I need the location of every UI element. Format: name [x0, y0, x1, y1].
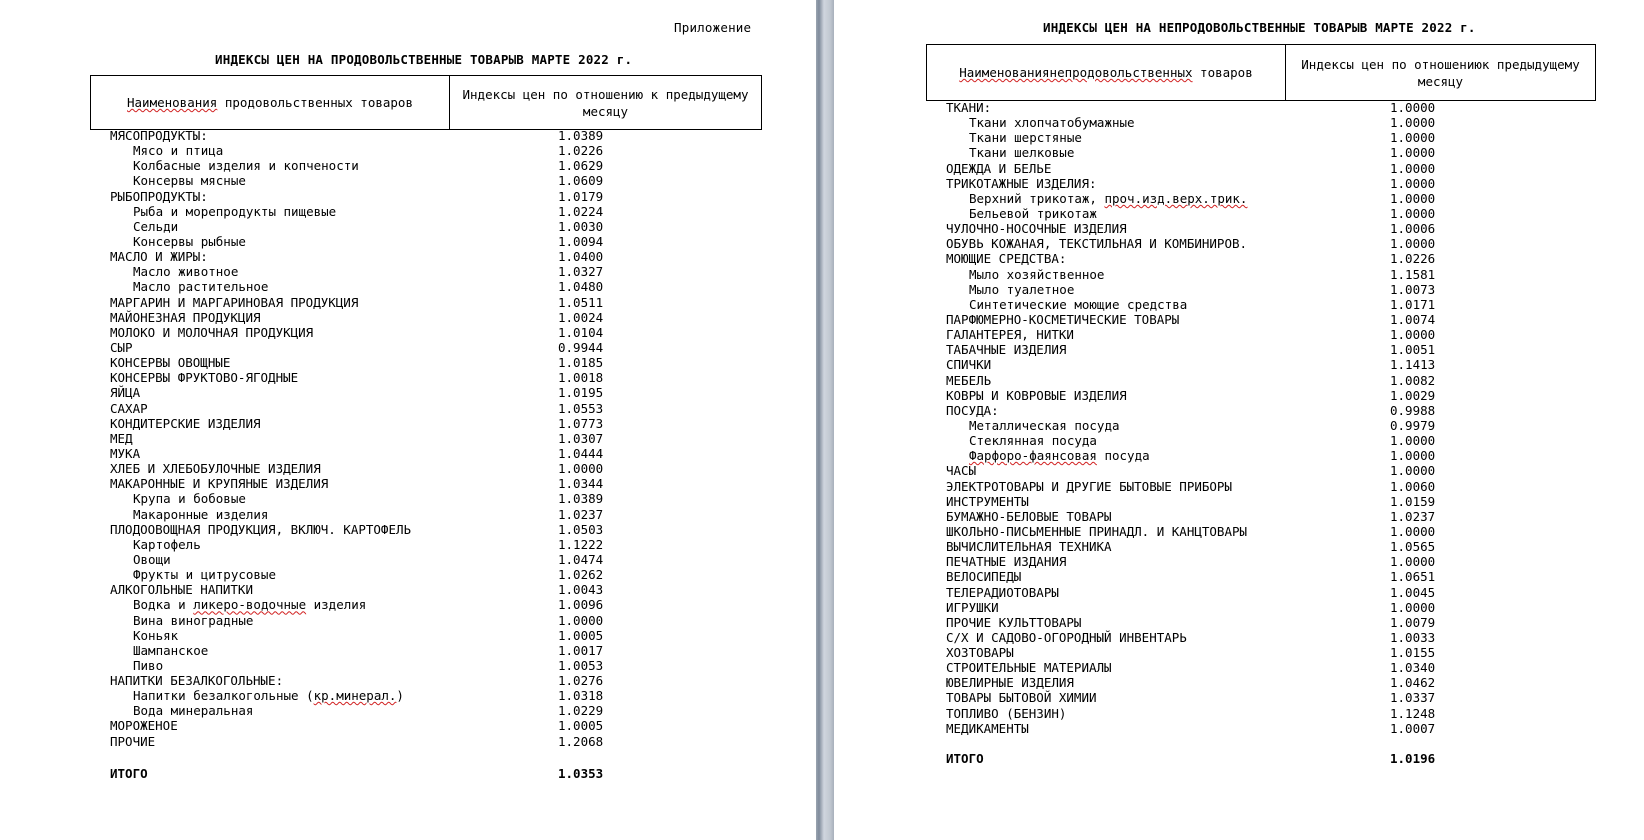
spellcheck-marked-word: кр.минерал. — [313, 688, 397, 704]
row-name: Стеклянная посуда — [969, 433, 1097, 449]
row-name: ТОВАРЫ БЫТОВОЙ ХИМИИ — [946, 690, 1097, 706]
row-value: 1.0195 — [558, 385, 604, 401]
row-name: ТАБАЧНЫЕ ИЗДЕЛИЯ — [946, 342, 1067, 358]
row-value: 1.0000 — [1390, 160, 1436, 176]
row-name: ПЛОДООВОЩНАЯ ПРОДУКЦИЯ, ВКЛЮЧ. КАРТОФЕЛЬ — [110, 521, 412, 537]
row-value: 0.9988 — [1390, 402, 1436, 418]
total-value: 1.0196 — [1390, 751, 1436, 766]
row-name: Консервы мясные — [133, 173, 246, 189]
row-name: АЛКОГОЛЬНЫЕ НАПИТКИ — [110, 582, 253, 598]
row-value: 1.0094 — [558, 233, 604, 249]
row-name: МАКАРОННЫЕ И КРУПЯНЫЕ ИЗДЕЛИЯ — [110, 476, 329, 492]
row-name: ИГРУШКИ — [946, 599, 999, 615]
header-product-name — [927, 45, 1286, 100]
row-name: Картофель — [133, 536, 201, 552]
row-value: 1.0262 — [558, 567, 604, 583]
row-value: 1.0000 — [1390, 130, 1436, 146]
table-header — [926, 44, 1596, 101]
row-name: РЫБОПРОДУКТЫ: — [110, 188, 208, 204]
row-value: 1.0073 — [1390, 281, 1436, 297]
row-value: 1.0000 — [1390, 448, 1436, 464]
header-rest: товаров — [1192, 65, 1253, 80]
row-value: 1.0229 — [558, 703, 604, 719]
row-name: ИНСТРУМЕНТЫ — [946, 493, 1029, 509]
row-value: 1.0000 — [1390, 115, 1436, 131]
appendix-label: Приложение — [674, 20, 752, 35]
spellcheck-marked-word: проч.изд.верх.трик. — [1104, 190, 1248, 206]
row-value: 1.0000 — [1390, 236, 1436, 252]
nonfood-price-index-title: ИНДЕКСЫ ЦЕН НА НЕПРОДОВОЛЬСТВЕННЫЕ ТОВАРЫВ МАРТЕ 2022 г. — [1043, 20, 1476, 35]
row-name: Напитки безалкогольные (кр.минерал.) — [133, 688, 404, 704]
row-value: 1.0237 — [558, 506, 604, 522]
row-name: Крупа и бобовые — [133, 491, 246, 507]
row-name: МУКА — [110, 445, 141, 461]
row-value: 1.0480 — [558, 279, 604, 295]
row-name: Сельди — [133, 218, 179, 234]
row-value: 1.0444 — [558, 445, 604, 461]
row-value: 1.0000 — [1390, 145, 1436, 161]
row-name: МЕДИКАМЕНТЫ — [946, 720, 1029, 736]
row-name: МАСЛО И ЖИРЫ: — [110, 249, 208, 265]
row-name: Овощи — [133, 551, 171, 567]
row-value: 1.0179 — [558, 188, 604, 204]
row-value: 1.0074 — [1390, 311, 1436, 327]
row-value: 1.0159 — [1390, 493, 1436, 509]
row-value: 1.0005 — [558, 627, 604, 643]
row-value: 1.0389 — [558, 128, 604, 143]
row-name: КОНСЕРВЫ ОВОЩНЫЕ — [110, 355, 231, 371]
row-name: МЕБЕЛЬ — [946, 372, 992, 388]
row-value: 1.0000 — [1390, 190, 1436, 206]
row-name: Мыло туалетное — [969, 281, 1075, 297]
row-value: 1.0060 — [1390, 478, 1436, 494]
row-name: МАЙОНЕЗНАЯ ПРОДУКЦИЯ — [110, 309, 261, 325]
row-value: 1.0171 — [1390, 296, 1436, 312]
row-name: ЧАСЫ — [946, 463, 977, 479]
row-name: С/Х И САДОВО-ОГОРОДНЫЙ ИНВЕНТАРЬ — [946, 629, 1187, 645]
row-name: ТКАНИ: — [946, 100, 992, 115]
row-name: Мясо и птица — [133, 143, 224, 159]
row-value: 1.0053 — [558, 657, 604, 673]
row-value: 1.0609 — [558, 173, 604, 189]
row-name: Пиво — [133, 657, 164, 673]
row-value: 1.0327 — [558, 264, 604, 280]
row-value: 1.0000 — [558, 612, 604, 628]
row-value: 1.0000 — [1390, 523, 1436, 539]
header-rest: продовольственных товаров — [217, 95, 413, 110]
row-name: Рыба и морепродукты пищевые — [133, 203, 337, 219]
row-value: 1.0340 — [1390, 660, 1436, 676]
row-name: ТРИКОТАЖНЫЕ ИЗДЕЛИЯ: — [946, 175, 1097, 191]
row-name: Коньяк — [133, 627, 179, 643]
row-value: 1.0033 — [1390, 629, 1436, 645]
row-value: 1.1248 — [1390, 705, 1436, 721]
table-header — [90, 75, 762, 130]
row-value: 1.0389 — [558, 491, 604, 507]
row-name: ВЫЧИСЛИТЕЛЬНАЯ ТЕХНИКА — [946, 539, 1112, 555]
row-name: Верхний трикотаж, проч.изд.верх.трик. — [969, 190, 1248, 206]
row-name: МОРОЖЕНОЕ — [110, 718, 178, 734]
row-value: 1.0307 — [558, 430, 604, 446]
row-value: 1.0000 — [558, 461, 604, 477]
row-name: Фрукты и цитрусовые — [133, 567, 276, 583]
header-marked-word: Наименования — [127, 95, 218, 110]
row-value: 1.0337 — [1390, 690, 1436, 706]
row-value: 1.0024 — [558, 309, 604, 325]
food-price-index-title: ИНДЕКСЫ ЦЕН НА ПРОДОВОЛЬСТВЕННЫЕ ТОВАРЫВ МАРТЕ 2022 г. — [215, 52, 633, 67]
row-value: 1.0503 — [558, 521, 604, 537]
row-name: Масло растительное — [133, 279, 269, 295]
spellcheck-marked-word: Фарфоро-фаянсовая — [969, 448, 1097, 464]
row-name: Ткани хлопчатобумажные — [969, 115, 1135, 131]
row-name: Вина виноградные — [133, 612, 254, 628]
row-name: ПРОЧИЕ КУЛЬТТОВАРЫ — [946, 614, 1082, 630]
row-value: 1.0006 — [1390, 221, 1436, 237]
row-name: СПИЧКИ — [946, 357, 992, 373]
row-value: 1.0318 — [558, 688, 604, 704]
row-name: МОЮЩИЕ СРЕДСТВА: — [946, 251, 1067, 267]
row-value: 1.0462 — [1390, 675, 1436, 691]
row-name: Ткани шелковые — [969, 145, 1075, 161]
row-name: МАРГАРИН И МАРГАРИНОВАЯ ПРОДУКЦИЯ — [110, 294, 359, 310]
row-name: СТРОИТЕЛЬНЫЕ МАТЕРИАЛЫ — [946, 660, 1112, 676]
row-name: СЫР — [110, 339, 133, 355]
row-value: 1.0344 — [558, 476, 604, 492]
row-value: 1.0226 — [1390, 251, 1436, 267]
row-name: ОДЕЖДА И БЕЛЬЕ — [946, 160, 1052, 176]
row-name: ОБУВЬ КОЖАНАЯ, ТЕКСТИЛЬНАЯ И КОМБИНИРОВ. — [946, 236, 1248, 252]
row-name: ШКОЛЬНО-ПИСЬМЕННЫЕ ПРИНАДЛ. И КАНЦТОВАРЫ — [946, 523, 1248, 539]
row-value: 1.0000 — [1390, 433, 1436, 449]
row-value: 1.0029 — [1390, 387, 1436, 403]
row-name: ЮВЕЛИРНЫЕ ИЗДЕЛИЯ — [946, 675, 1074, 691]
header-product-name — [91, 76, 450, 129]
row-name: ХОЗТОВАРЫ — [946, 645, 1014, 661]
header-price-index: Индексы цен по отношениюк предыдущему месяцу — [1301, 56, 1580, 89]
row-name: ТЕЛЕРАДИОТОВАРЫ — [946, 584, 1059, 600]
row-value: 0.9979 — [1390, 417, 1436, 433]
row-value: 1.0007 — [1390, 720, 1436, 736]
row-value: 1.0651 — [1390, 569, 1436, 585]
row-name: Масло животное — [133, 264, 239, 280]
row-value: 1.0511 — [558, 294, 604, 310]
row-name: МЯСОПРОДУКТЫ: — [110, 128, 208, 143]
row-value: 1.0000 — [1390, 175, 1436, 191]
row-value: 1.0051 — [1390, 342, 1436, 358]
row-name: Металлическая посуда — [969, 417, 1120, 433]
row-name: ПЕЧАТНЫЕ ИЗДАНИЯ — [946, 554, 1067, 570]
row-name: САХАР — [110, 400, 148, 416]
row-name: Макаронные изделия — [133, 506, 269, 522]
row-name: ПАРФЮМЕРНО-КОСМЕТИЧЕСКИЕ ТОВАРЫ — [946, 311, 1180, 327]
row-value: 1.0082 — [1390, 372, 1436, 388]
row-value: 1.0226 — [558, 143, 604, 159]
header-price-index: Индексы цен по отношению к предыдущему месяцу — [462, 86, 749, 119]
row-name: ТОПЛИВО (БЕНЗИН) — [946, 705, 1067, 721]
row-name: Колбасные изделия и копчености — [133, 158, 359, 174]
row-name: Мыло хозяйственное — [969, 266, 1105, 282]
row-value: 1.1222 — [558, 536, 604, 552]
row-value: 1.0079 — [1390, 614, 1436, 630]
row-name: Вода минеральная — [133, 703, 254, 719]
row-name: БУМАЖНО-БЕЛОВЫЕ ТОВАРЫ — [946, 508, 1112, 524]
row-name: ЭЛЕКТРОТОВАРЫ И ДРУГИЕ БЫТОВЫЕ ПРИБОРЫ — [946, 478, 1232, 494]
row-value: 1.0030 — [558, 218, 604, 234]
row-value: 1.0400 — [558, 249, 604, 265]
row-value: 1.0000 — [1390, 554, 1436, 570]
row-name: ГАЛАНТЕРЕЯ, НИТКИ — [946, 327, 1074, 343]
total-label: ИТОГО — [110, 766, 148, 781]
row-value: 0.9944 — [558, 339, 604, 355]
row-value: 1.0185 — [558, 355, 604, 371]
row-name: ВЕЛОСИПЕДЫ — [946, 569, 1022, 585]
row-name: Шампанское — [133, 642, 209, 658]
row-value: 1.2068 — [558, 733, 604, 749]
row-value: 1.0224 — [558, 203, 604, 219]
row-name: ЧУЛОЧНО-НОСОЧНЫЕ ИЗДЕЛИЯ — [946, 221, 1127, 237]
row-name: ЯЙЦА — [110, 385, 141, 401]
row-name: Ткани шерстяные — [969, 130, 1082, 146]
row-name: Фарфоро-фаянсовая посуда — [969, 448, 1150, 464]
row-value: 1.0276 — [558, 673, 604, 689]
row-name: КОВРЫ И КОВРОВЫЕ ИЗДЕЛИЯ — [946, 387, 1127, 403]
row-name: ХЛЕБ И ХЛЕБОБУЛОЧНЫЕ ИЗДЕЛИЯ — [110, 461, 321, 477]
row-value: 1.0629 — [558, 158, 604, 174]
row-name: ПОСУДА: — [946, 402, 999, 418]
document-page-right — [834, 0, 1644, 840]
row-name: НАПИТКИ БЕЗАЛКОГОЛЬНЫЕ: — [110, 673, 284, 689]
row-name: Водка и ликеро-водочные изделия — [133, 597, 367, 613]
spellcheck-marked-word: ликеро-водочные — [193, 597, 307, 613]
row-value: 1.0000 — [1390, 100, 1436, 115]
row-name: МЕД — [110, 430, 133, 446]
row-name: КОНДИТЕРСКИЕ ИЗДЕЛИЯ — [110, 415, 261, 431]
row-value: 1.0237 — [1390, 508, 1436, 524]
row-value: 1.0096 — [558, 597, 604, 613]
row-value: 1.0773 — [558, 415, 604, 431]
row-value: 1.1413 — [1390, 357, 1436, 373]
row-value: 1.0000 — [1390, 599, 1436, 615]
row-value: 1.0017 — [558, 642, 604, 658]
header-marked-word: Наименованиянепродовольственных — [959, 65, 1193, 80]
row-value: 1.0000 — [1390, 327, 1436, 343]
row-value: 1.1581 — [1390, 266, 1436, 282]
page-separator — [816, 0, 834, 840]
row-value: 1.0018 — [558, 370, 604, 386]
row-value: 1.0045 — [1390, 584, 1436, 600]
row-name: КОНСЕРВЫ ФРУКТОВО-ЯГОДНЫЕ — [110, 370, 299, 386]
row-value: 1.0553 — [558, 400, 604, 416]
row-name: Бельевой трикотаж — [969, 205, 1097, 221]
row-value: 1.0155 — [1390, 645, 1436, 661]
row-value: 1.0000 — [1390, 463, 1436, 479]
row-value: 1.0043 — [558, 582, 604, 598]
row-value: 1.0565 — [1390, 539, 1436, 555]
row-name: МОЛОКО И МОЛОЧНАЯ ПРОДУКЦИЯ — [110, 324, 314, 340]
total-label: ИТОГО — [946, 751, 984, 766]
row-value: 1.0474 — [558, 551, 604, 567]
row-value: 1.0104 — [558, 324, 604, 340]
row-value: 1.0000 — [1390, 205, 1436, 221]
row-value: 1.0005 — [558, 718, 604, 734]
row-name: Консервы рыбные — [133, 233, 246, 249]
row-name: Синтетические моющие средства — [969, 296, 1188, 312]
total-value: 1.0353 — [558, 766, 604, 781]
row-name: ПРОЧИЕ — [110, 733, 156, 749]
document-page-left — [0, 0, 816, 840]
